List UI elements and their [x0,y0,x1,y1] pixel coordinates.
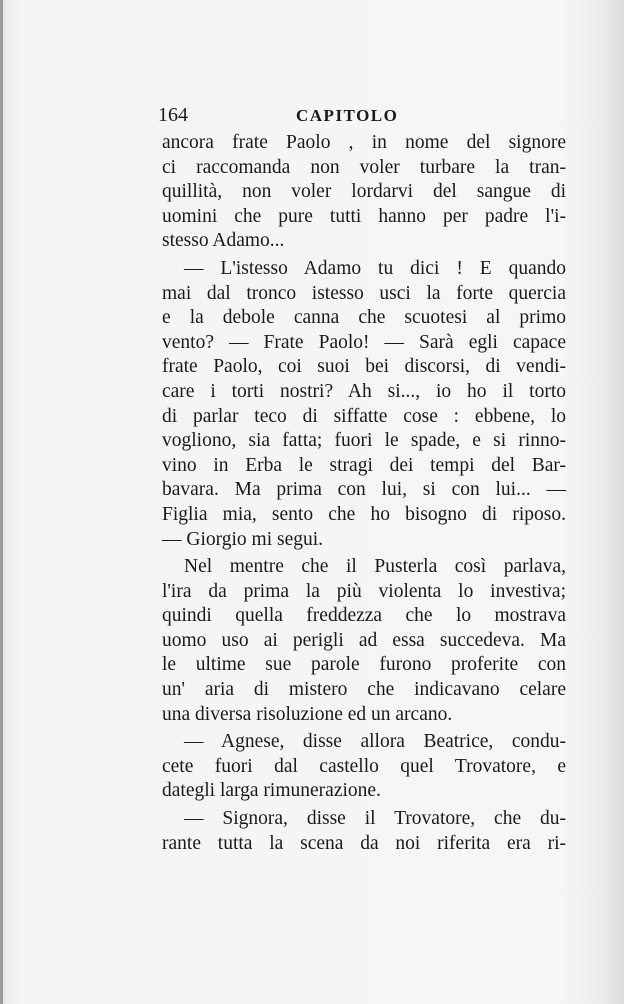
text-line: un' aria di mistero che indicavano celare [162,679,566,701]
text-line: rante tutta la scena da noi riferita era ri- [162,832,566,854]
text-line: Nel mentre che il Pusterla così parlava, [184,556,566,578]
text-line: — Giorgio mi segui. [162,528,324,550]
text-line: uomo uso ai perigli ad essa succedeva. Ma [162,629,566,651]
text-line: vogliono, sia fatta; fuori le spade, e si rinno- [162,430,566,452]
page-number: 164 [158,104,188,126]
text-line: le ultime sue parole furono proferite con [162,654,566,676]
text-line: — Agnese, disse allora Beatrice, condu- [184,731,566,753]
text-line: ci raccomanda non voler turbare la tran- [162,156,566,178]
text-line: care i torti nostri? Ah si..., io ho il torto [162,380,566,402]
text-line: quindi quella freddezza che lo mostrava [162,605,566,627]
text-line: — L'istesso Adamo tu dici ! E quando [184,257,566,279]
text-line: mai dal tronco istesso usci la forte quercia [162,282,566,304]
text-line: l'ira da prima la più violenta lo investiva; [162,580,566,602]
text-line: vento? — Frate Paolo! — Sarà egli capace [162,331,566,353]
body-text [162,131,566,856]
text-line: stesso Adamo... [162,230,285,252]
text-line: — Signora, disse il Trovatore, che du- [184,808,566,830]
text-line: bavara. Ma prima con lui, si con lui... — [162,479,566,501]
text-line: Figlia mia, sento che ho bisogno di riposo. [162,503,566,525]
text-line: cete fuori dal castello quel Trovatore, e [162,755,566,777]
page-header [158,104,568,130]
text-line: una diversa risoluzione ed un arcano. [162,703,453,725]
text-line: uomini che pure tutti hanno per padre l'i- [162,205,566,227]
text-line: frate Paolo, coi suoi bei discorsi, di vendi- [162,356,566,378]
text-line: vino in Erba le stragi dei tempi del Bar- [162,454,566,476]
text-line: dategli larga rimunerazione. [162,780,381,802]
page-edge-shadow [0,0,3,1004]
running-title: CAPITOLO [296,106,399,125]
text-line: e la debole canna che scuotesi al primo [162,307,566,329]
text-line: di parlar teco di siffatte cose : ebbene, lo [162,405,566,427]
text-line: ancora frate Paolo , in nome del signore [162,132,566,153]
text-line: quillità, non voler lordarvi del sangue di [162,181,566,203]
